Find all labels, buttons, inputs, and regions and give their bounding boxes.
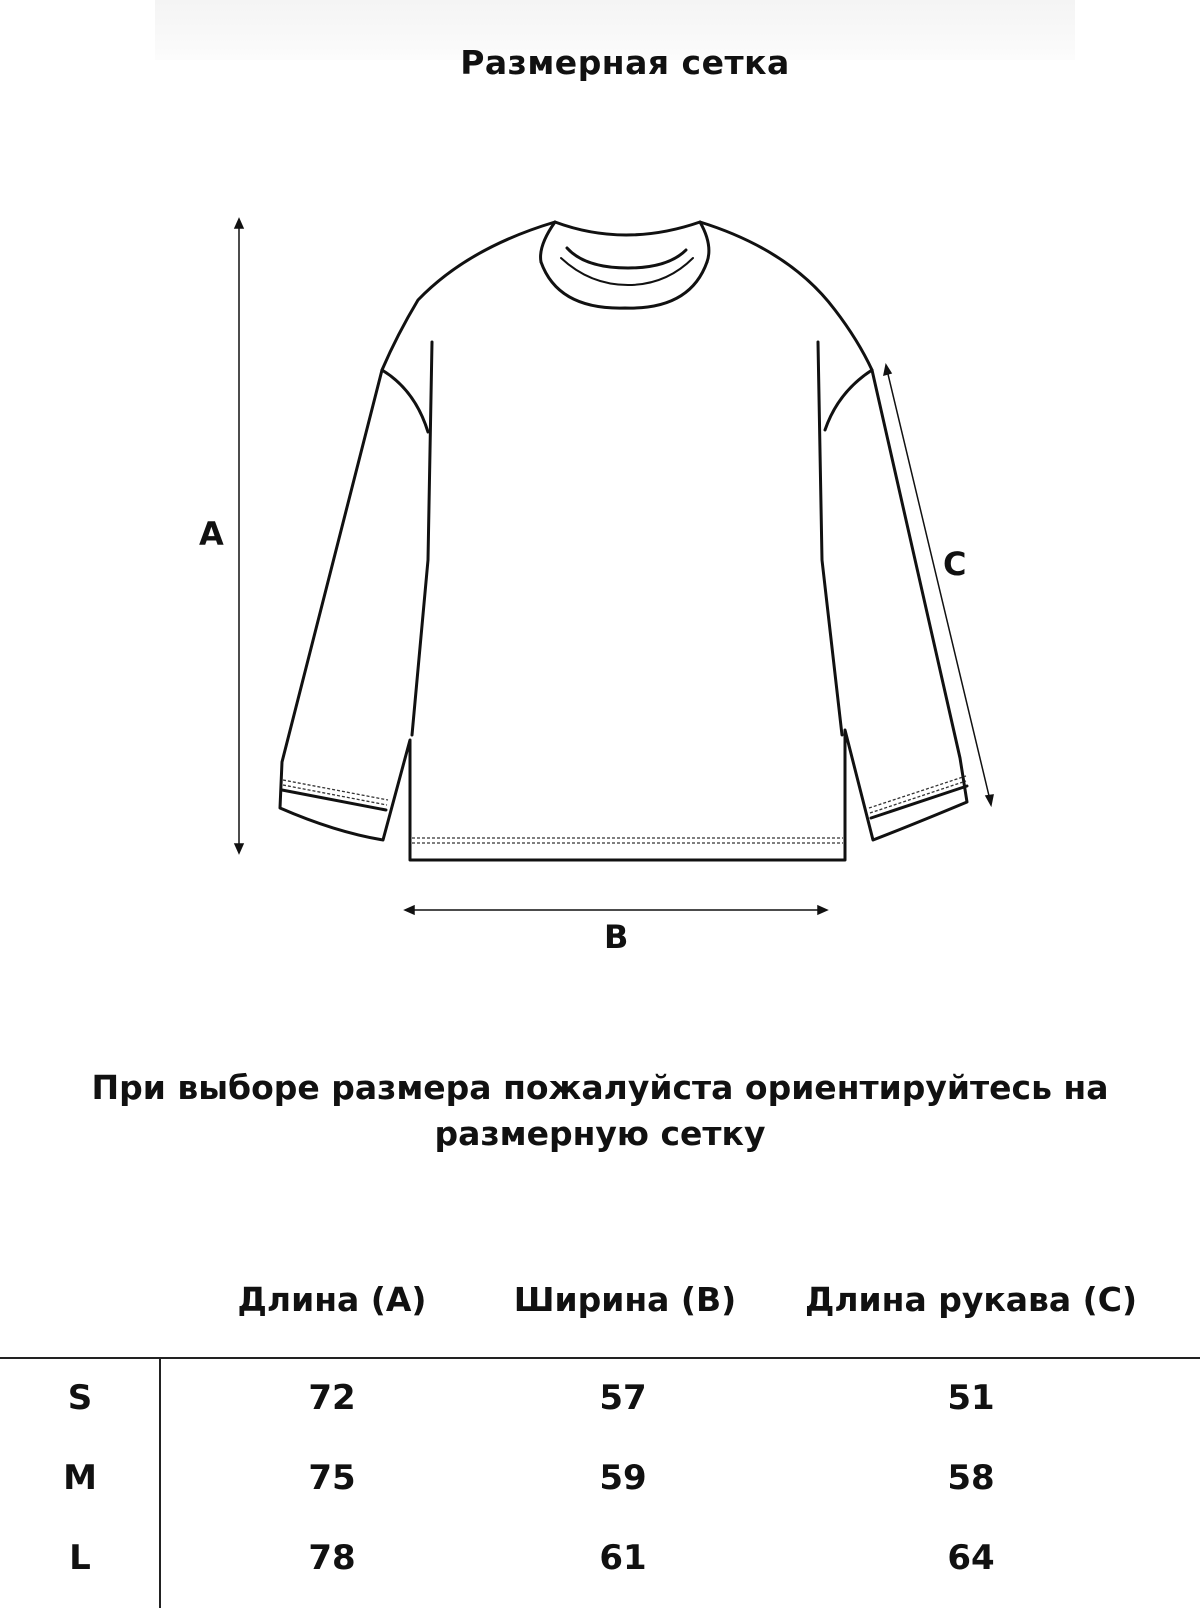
table-header-divider	[0, 1357, 1200, 1359]
left-cuff-line	[282, 790, 386, 810]
size-cell: S	[67, 1378, 93, 1418]
table-row	[0, 1538, 1200, 1618]
collar-outer	[541, 222, 555, 262]
sleeve-cell: 58	[947, 1458, 995, 1498]
left-cuff-stitch-2	[283, 785, 387, 805]
size-cell: M	[63, 1458, 97, 1498]
size-note: При выборе размера пожалуйста ориентируйтесь на размерную сетку	[91, 1068, 1109, 1153]
dimension-a-arrow-top	[235, 219, 243, 228]
width-cell: 61	[599, 1538, 647, 1578]
width-cell: 59	[599, 1458, 647, 1498]
dimension-b-arrow-right	[818, 906, 827, 914]
dimension-b-arrow-left	[405, 906, 414, 914]
collar-band	[567, 248, 686, 268]
page-title: Размерная сетка	[460, 43, 790, 82]
table-row	[0, 1378, 1200, 1458]
header-length: Длина (A)	[237, 1280, 427, 1319]
table-row	[0, 1458, 1200, 1538]
dimension-a-arrow-bottom	[235, 844, 243, 853]
sleeve-cell: 51	[947, 1378, 995, 1418]
length-cell: 78	[308, 1538, 356, 1578]
size-cell: L	[69, 1538, 91, 1578]
sweatshirt-body-outline	[280, 222, 967, 860]
sleeve-cell: 64	[947, 1538, 995, 1578]
width-cell: 57	[599, 1378, 647, 1418]
dimension-a-label: A	[199, 515, 224, 553]
right-shoulder-seam	[825, 370, 872, 430]
dimension-b-label: B	[604, 918, 629, 956]
length-cell: 72	[308, 1378, 356, 1418]
left-shoulder-seam	[382, 370, 428, 432]
dimension-c-line	[887, 370, 990, 800]
collar-rim	[561, 258, 693, 285]
dimension-c-arrow-top	[884, 365, 891, 375]
header-width: Ширина (B)	[513, 1280, 737, 1319]
length-cell: 75	[308, 1458, 356, 1498]
dimension-c-label: C	[943, 545, 967, 583]
left-cuff-stitch-1	[283, 780, 388, 800]
header-sleeve-length: Длина рукава (C)	[804, 1280, 1138, 1319]
collar-outer-right	[700, 222, 709, 262]
dimension-c-arrow-bottom	[986, 795, 993, 805]
